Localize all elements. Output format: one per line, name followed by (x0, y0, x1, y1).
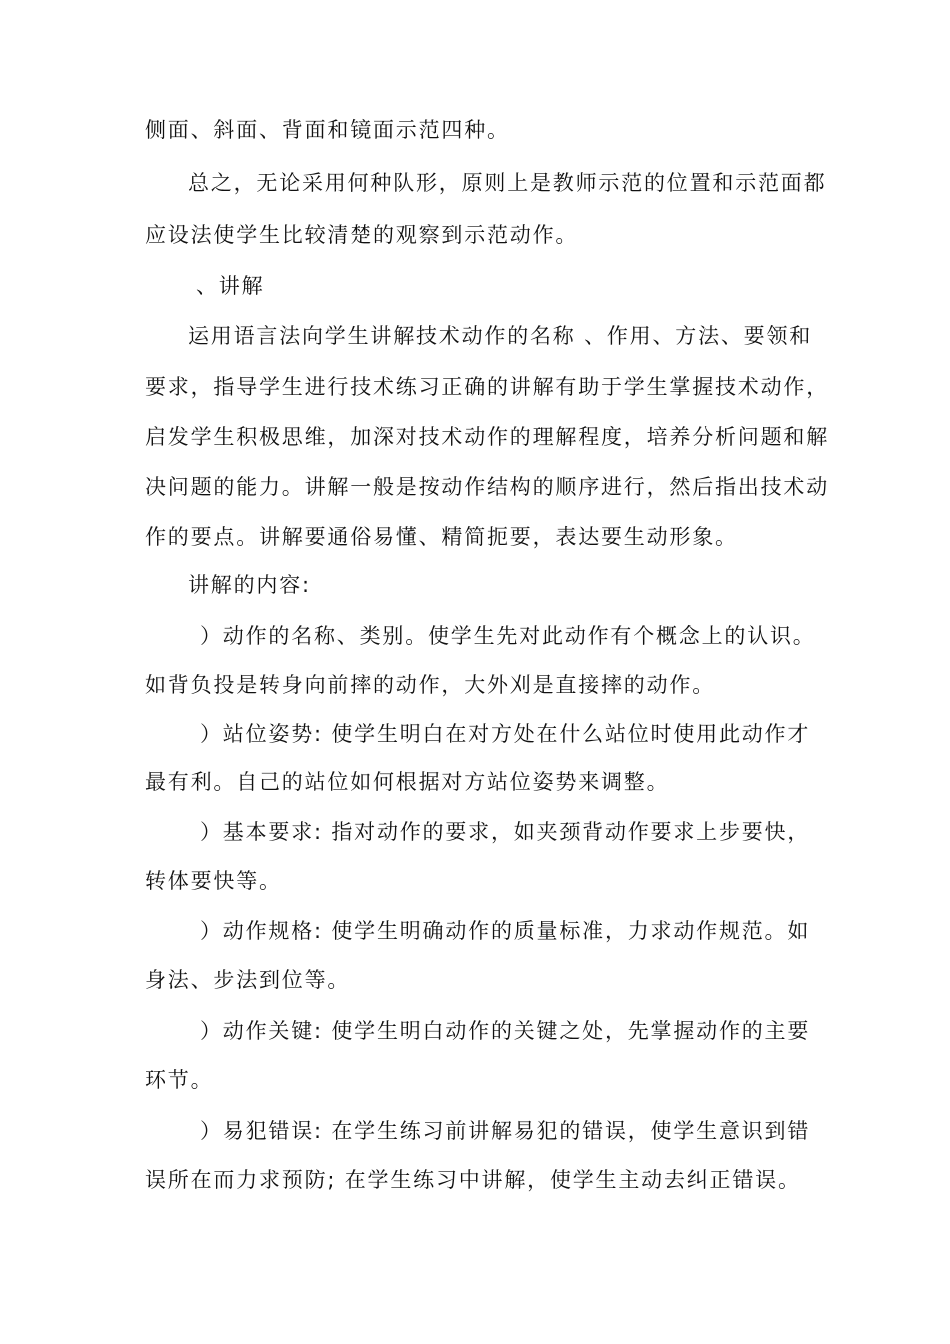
text-line: 最有利。自己的站位如何根据对方站位姿势来调整。 (145, 770, 670, 794)
text-line: 误所在而力求预防; 在学生练习中讲解，使学生主动去纠正错误。 (145, 1168, 801, 1192)
paragraph-explanation-line: 运用语言法向学生讲解技术动作的名称 、作用、方法、要领和 (188, 324, 813, 348)
text-line: 环节。 (145, 1068, 214, 1092)
list-item-key-points: ）动作关键: 使学生明白动作的关键之处，先掌握动作的主要 (200, 1019, 811, 1043)
text-line: 作的要点。讲解要通俗易懂、精简扼要，表达要生动形象。 (145, 525, 738, 549)
list-item-stance: ）站位姿势: 使学生明白在对方处在什么站位时使用此动作才 (200, 722, 811, 746)
section-heading: 、讲解 (196, 274, 265, 298)
list-item-name-category: ）动作的名称、类别。使学生先对此动作有个概念上的认识。 (200, 624, 816, 648)
text-line: 启发学生积极思维，加深对技术动作的理解程度，培养分析问题和解 (145, 425, 829, 449)
list-item-specification: ）动作规格: 使学生明确动作的质量标准，力求动作规范。如 (200, 919, 811, 943)
content-label: 讲解的内容: (188, 573, 311, 597)
text-line: 如背负投是转身向前摔的动作，大外刈是直接摔的动作。 (145, 673, 715, 697)
list-item-basic-requirements: ）基本要求: 指对动作的要求，如夹颈背动作要求上步要快， (200, 820, 811, 844)
list-item-common-errors: ）易犯错误: 在学生练习前讲解易犯的错误，使学生意识到错 (200, 1119, 811, 1143)
text-line: 身法、步法到位等。 (145, 968, 351, 992)
text-line: 要求，指导学生进行技术练习正确的讲解有助于学生掌握技术动作， (145, 375, 829, 399)
text-line: 应设法使学生比较清楚的观察到示范动作。 (145, 223, 579, 247)
text-line: 转体要快等。 (145, 869, 282, 893)
text-line: 决问题的能力。讲解一般是按动作结构的顺序进行，然后指出技术动 (145, 475, 829, 499)
text-line: 侧面、斜面、背面和镜面示范四种。 (145, 118, 510, 142)
paragraph-summary-line: 总之，无论采用何种队形，原则上是教师示范的位置和示范面都 (188, 171, 827, 195)
